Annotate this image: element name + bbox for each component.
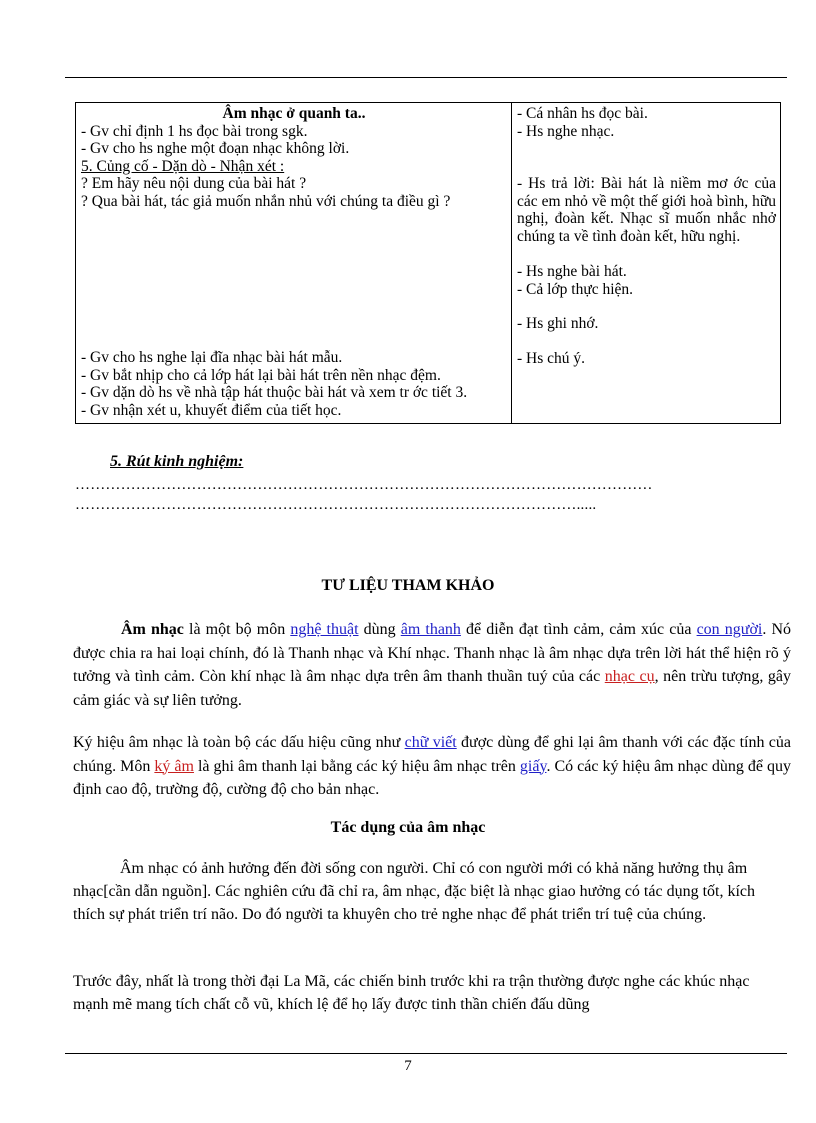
link-instruments[interactable]: nhạc cụ xyxy=(604,668,655,685)
student-line: - Hs nghe bài hát. xyxy=(517,263,627,280)
activity-line: - Gv cho hs nghe lại đĩa nhạc bài hát mẫu. xyxy=(81,349,343,366)
table-row xyxy=(76,103,781,424)
question-line: ? Qua bài hát, tác giả muốn nhắn nhủ với chúng ta điều gì ? xyxy=(81,192,451,210)
student-answer: - Hs trả lời: Bài hát là niềm mơ ớc của các em nhỏ về một thế giới hoà bình, hữu nghị, đoàn kết. Nhạc sĩ muốn nhắc nhở chúng ta về tình đoàn kết, hữu nghị. xyxy=(517,175,776,245)
link-art[interactable]: nghệ thuật xyxy=(290,621,359,638)
footer-rule xyxy=(65,1053,787,1054)
paragraph-effects: Âm nhạc có ảnh hưởng đến đời sống con người. Chỉ có con người mới có khả năng hưởng thụ âm nhạc[cần dẫn nguồn]. Các nghiên cứu đã chỉ ra, âm nhạc, đặc biệt là nhạc giao hưởng có tác dụng tốt, kích thích sự phát triển trí não. Do đó người ta khuyên cho trẻ nghe nhạc để phát triển trí tuệ của chúng. xyxy=(73,860,755,923)
link-paper[interactable]: giấy xyxy=(519,757,547,775)
text-run: , nên trừu tượng, gây cảm giác và sự liên tưởng. xyxy=(73,668,791,709)
spacer xyxy=(517,245,776,263)
link-human[interactable]: con người xyxy=(696,621,763,638)
link-notation[interactable]: ký âm xyxy=(154,757,194,775)
dotted-line: ………………………………………………………………………………………..... xyxy=(75,497,597,513)
spacer xyxy=(81,210,507,349)
text-run: được dùng để ghi lại âm thanh với các đặc tính của chúng. Môn xyxy=(73,734,792,775)
activity-line: - Gv nhận xét u, khuyết điểm của tiết học. xyxy=(81,401,342,419)
activity-line: - Gv cho hs nghe một đoạn nhạc không lời. xyxy=(81,140,350,157)
effects-heading: Tác dụng của âm nhạc xyxy=(330,819,486,836)
spacer xyxy=(517,298,776,315)
question-line: ? Em hãy nêu nội dung của bài hát ? xyxy=(81,175,307,192)
student-line: - Hs nghe nhạc. xyxy=(517,122,615,140)
student-line: - Cá nhân hs đọc bài. xyxy=(517,105,648,122)
paragraph-music-definition xyxy=(73,618,791,712)
lesson-table xyxy=(75,102,781,424)
teacher-activity-cell xyxy=(76,103,512,424)
page-number: 7 xyxy=(404,1058,412,1074)
header-rule xyxy=(65,77,787,78)
spacer xyxy=(517,333,776,350)
dotted-line: …………………………………………………………………………………………………… xyxy=(75,477,653,493)
section-heading: Âm nhạc ở quanh ta.. xyxy=(222,105,366,122)
bold-term: Âm nhạc xyxy=(121,621,184,638)
activity-line: - Gv chỉ định 1 hs đọc bài trong sgk. xyxy=(81,122,308,140)
paragraph-notation xyxy=(73,731,791,802)
activity-line: - Gv dặn dò hs về nhà tập hát thuộc bài hát và xem tr ớc tiết 3. xyxy=(81,384,468,401)
student-line: - Hs chú ý. xyxy=(517,349,586,367)
text-run: là một bộ môn xyxy=(183,621,291,638)
student-line: - Hs ghi nhớ. xyxy=(517,315,599,332)
activity-line: - Gv bắt nhịp cho cả lớp hát lại bài hát trên nền nhạc đệm. xyxy=(81,366,441,384)
text-run: dùng xyxy=(358,621,401,638)
text-run: Ký hiệu âm nhạc là toàn bộ các dấu hiệu cũng như xyxy=(73,734,405,751)
text-run: . Có các ký hiệu âm nhạc dùng để quy định cao độ, trường độ, cường độ cho bản nhạc. xyxy=(73,757,792,798)
experience-heading: 5. Rút kinh nghiệm: xyxy=(110,453,244,470)
text-run: để diễn đạt tình cảm, cảm xúc của xyxy=(460,621,697,638)
student-line: - Cả lớp thực hiện. xyxy=(517,280,634,298)
reference-title: TƯ LIỆU THAM KHẢO xyxy=(321,577,495,594)
link-script[interactable]: chữ viết xyxy=(404,734,457,751)
consolidation-heading: 5. Củng cố - Dặn dò - Nhận xét : xyxy=(81,157,285,175)
student-activity-cell xyxy=(512,103,781,424)
text-run: là ghi âm thanh lại bằng các ký hiệu âm nhạc trên xyxy=(193,757,520,775)
spacer xyxy=(517,140,776,175)
paragraph-history: Trước đây, nhất là trong thời đại La Mã, các chiến binh trước khi ra trận thường được nghe các khúc nhạc mạnh mẽ mang tích chất cỗ vũ, khích lệ để họ lấy được tinh thần chiến đấu dũng xyxy=(73,973,750,1013)
text-run: . Nó được chia ra hai loại chính, đó là Thanh nhạc và Khí nhạc. Thanh nhạc là âm nhạc dựa trên lời hát thể hiện rõ ý tưởng và tình cảm. Còn khí nhạc là âm nhạc dựa trên âm thanh thuần tuý của các xyxy=(73,621,792,685)
link-sound[interactable]: âm thanh xyxy=(400,621,461,638)
